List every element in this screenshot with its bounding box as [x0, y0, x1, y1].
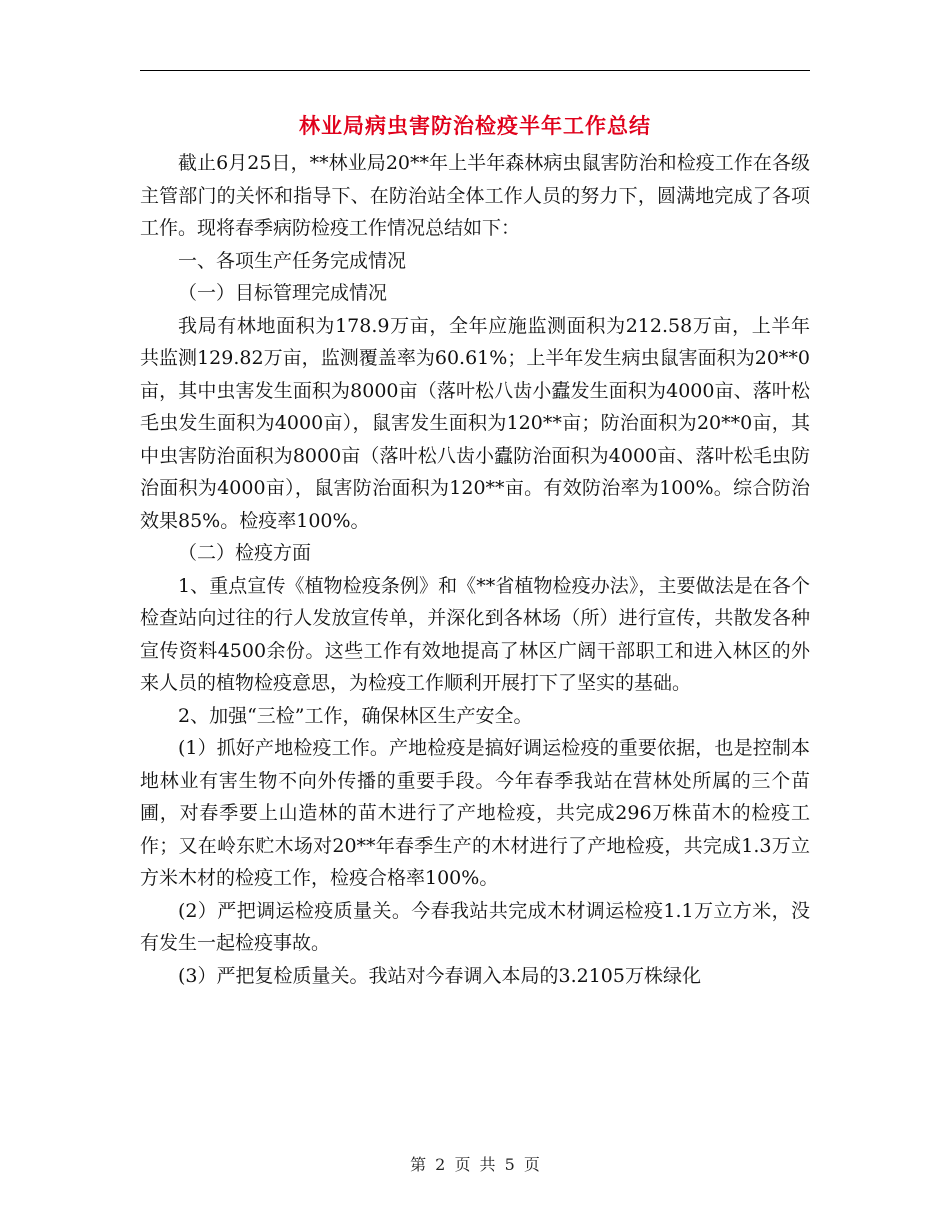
- heading-subsection-2: （二）检疫方面: [178, 542, 312, 564]
- paragraph-reinspection: (3）严把复检质量关。我站对今春调入本局的3.2105万株绿化: [178, 964, 701, 987]
- document-body: [140, 147, 810, 992]
- paragraph-three-inspections: 2、加强“三检”工作，确保林区生产安全。: [178, 704, 533, 727]
- page-title: 林业局病虫害防治检疫半年工作总结: [299, 113, 651, 138]
- paragraph-publicity: 1、重点宣传《植物检疫条例》和《**省植物检疫办法》，主要做法是在各个检查站向过往的行人发放宣传单，并深化到各林场（所）进行宣传，共散发各种宣传资料4500余份。这些工作有效地提高了林区广阔干部职工和进入林区的外来人员的植物检疫意思，为检疫工作顺利开展打下了坚实的基础。: [140, 574, 810, 694]
- heading-section-1: 一、各项生产任务完成情况: [178, 249, 407, 272]
- page-footer: 第 2 页 共 5 页: [410, 1155, 540, 1174]
- paragraph-origin-quarantine: (1）抓好产地检疫工作。产地检疫是搞好调运检疫的重要依据，也是控制本地林业有害生物不向外传播的重要手段。今年春季我站在营林处所属的三个苗圃，对春季要上山造林的苗木进行了产地检疫，共完成296万株苗木的检疫工作；又在岭东贮木场对20**年春季生产的木材进行了产地检疫，共完成1.3万立方米木材的检疫工作，检疫合格率100%。: [140, 737, 810, 889]
- paragraph-target-management: 我局有林地面积为178.9万亩，全年应施监测面积为212.58万亩，上半年共监测129.82万亩，监测覆盖率为60.61%；上半年发生病虫鼠害面积为20**0亩，其中虫害发生面积为8000亩（落叶松八齿小蠹发生面积为4000亩、落叶松毛虫发生面积为4000亩），鼠害发生面积为120**亩；防治面积为20**0亩，其中虫害防治面积为8000亩（落叶松八齿小蠹防治面积为4000亩、落叶松毛虫防治面积为4000亩），鼠害防治面积为120**亩。有效防治率为100%。综合防治效果85%。检疫率100%。: [140, 314, 810, 532]
- paragraph-transport-quarantine: (2）严把调运检疫质量关。今春我站共完成木材调运检疫1.1万立方米，没有发生一起检疫事故。: [140, 899, 810, 954]
- heading-subsection-1: （一）目标管理完成情况: [178, 282, 388, 304]
- header-rule: [140, 70, 810, 71]
- paragraph-intro: 截止6月25日，**林业局20**年上半年森林病虫鼠害防治和检疫工作在各级主管部门的关怀和指导下、在防治站全体工作人员的努力下，圆满地完成了各项工作。现将春季病防检疫工作情况总结如下：: [140, 152, 810, 239]
